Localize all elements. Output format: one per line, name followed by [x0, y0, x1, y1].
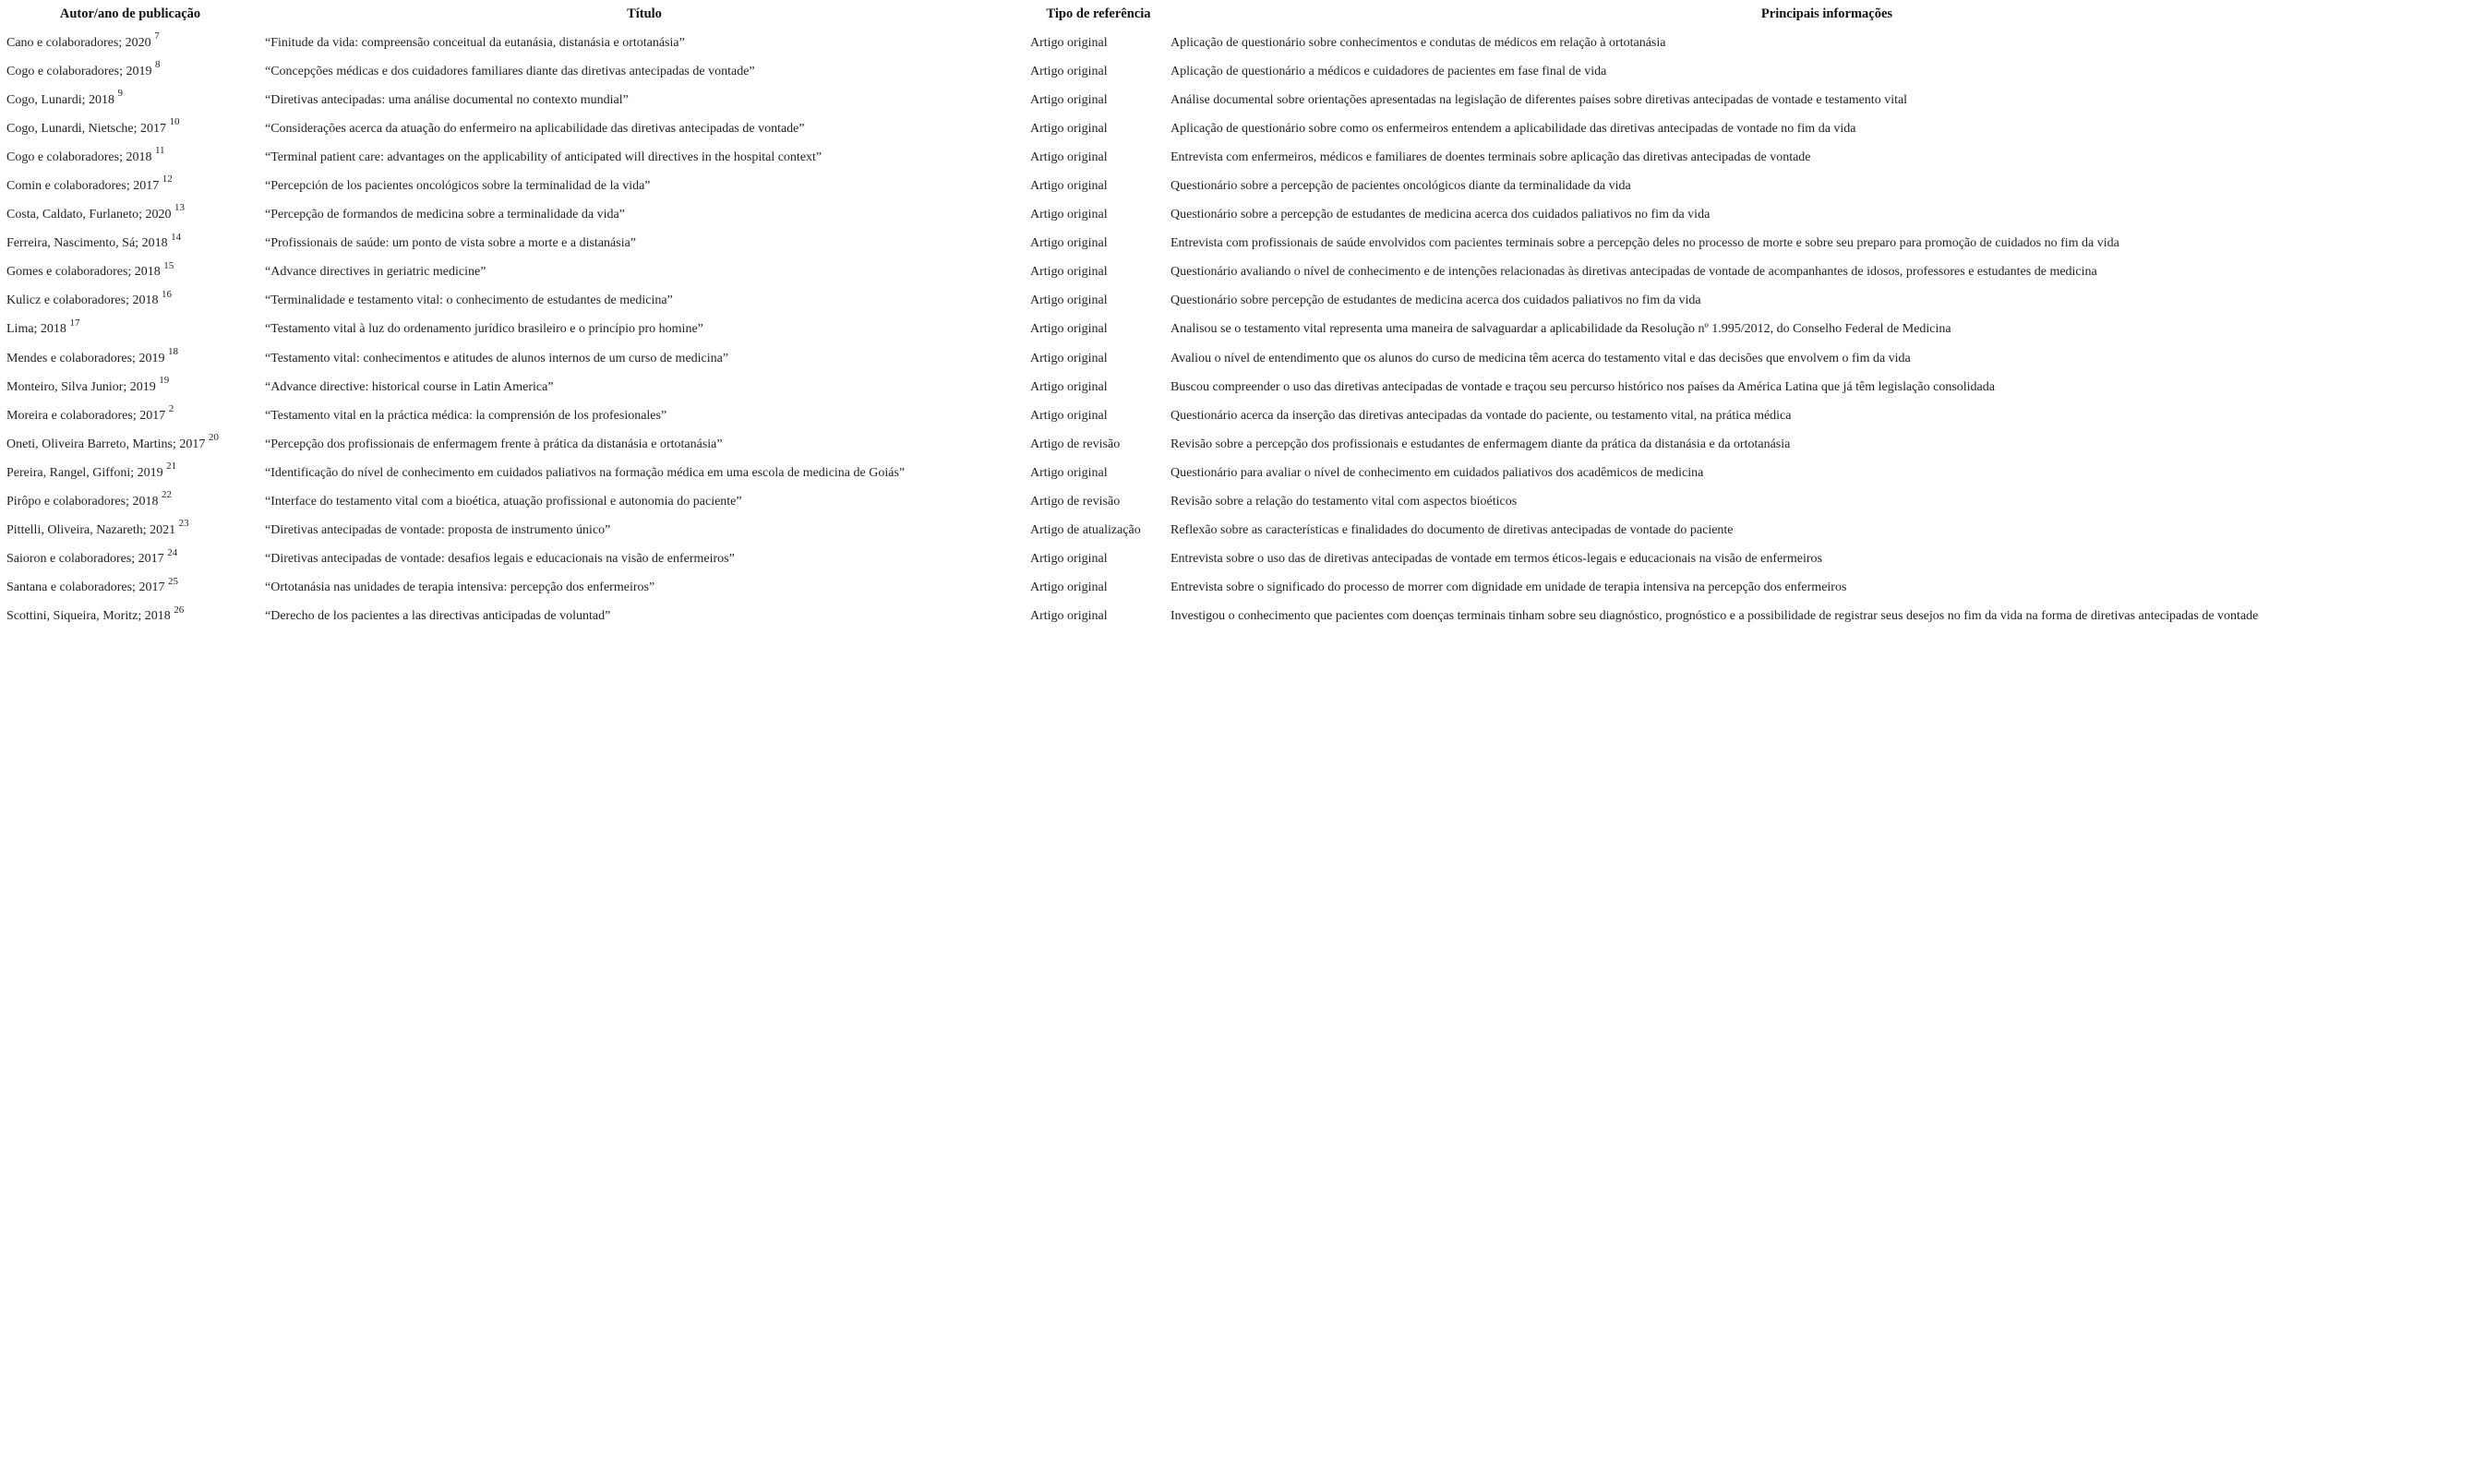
table-row	[0, 488, 2485, 517]
table-row	[0, 373, 2485, 401]
reference-number: 18	[167, 345, 178, 357]
cell-autor	[0, 287, 260, 316]
cell-tipo: Artigo de revisão	[1030, 437, 1121, 451]
autor-text: Comin e colaboradores; 2017	[6, 179, 160, 194]
cell-titulo: “Terminal patient care: advantages on the applicability of anticipated will directives in the hospital context”	[265, 150, 822, 164]
autor-text: Oneti, Oliveira Barreto, Martins; 2017	[6, 437, 206, 451]
reference-number: 23	[178, 518, 189, 530]
cell-tipo: Artigo original	[1030, 150, 1108, 164]
cell-info: Aplicação de questionário sobre como os enfermeiros entendem a aplicabilidade das diretivas antecipadas de vontade no fim da vida	[1170, 121, 1856, 136]
cell-titulo: “Terminalidade e testamento vital: o conhecimento de estudantes de medicina”	[265, 293, 673, 308]
cell-tipo: Artigo original	[1030, 236, 1108, 251]
autor-text: Costa, Caldato, Furlaneto; 2020	[6, 208, 172, 222]
cell-titulo: “Interface do testamento vital com a bioética, atuação profissional e autonomia do paciente”	[265, 495, 742, 509]
table-row	[0, 143, 2485, 172]
cell-tipo: Artigo original	[1030, 379, 1108, 394]
autor-text: Lima; 2018	[6, 322, 66, 337]
cell-titulo: “Diretivas antecipadas: uma análise documental no contexto mundial”	[265, 92, 629, 107]
autor-text: Cogo, Lunardi; 2018	[6, 92, 115, 107]
cell-titulo: “Finitude da vida: compreensão conceitual da eutanásia, distanásia e ortotanásia”	[265, 35, 685, 50]
cell-autor	[0, 401, 260, 430]
cell-autor	[0, 603, 260, 631]
cell-tipo: Artigo original	[1030, 609, 1108, 624]
cell-titulo: “Percepção dos profissionais de enfermagem frente à prática da distanásia e ortotanásia”	[265, 437, 723, 451]
autor-text: Santana e colaboradores; 2017	[6, 580, 165, 595]
cell-info: Avaliou o nível de entendimento que os alunos do curso de medicina têm acerca do testamento vital e das decisões que envolvem o fim da vida	[1170, 351, 1911, 365]
reference-number: 25	[167, 575, 178, 587]
table-row	[0, 459, 2485, 487]
autor-text: Kulicz e colaboradores; 2018	[6, 293, 159, 308]
reference-number: 22	[161, 489, 172, 501]
table-row	[0, 86, 2485, 114]
cell-tipo: Artigo original	[1030, 322, 1108, 337]
cell-autor	[0, 29, 260, 57]
table-row	[0, 545, 2485, 574]
cell-titulo: “Percepção de formandos de medicina sobre a terminalidade da vida”	[265, 208, 625, 222]
autor-text: Cogo e colaboradores; 2018	[6, 150, 152, 164]
autor-text: Scottini, Siqueira, Moritz; 2018	[6, 609, 171, 624]
reference-number: 8	[154, 58, 161, 70]
table-row	[0, 517, 2485, 545]
cell-info: Aplicação de questionário sobre conhecimentos e condutas de médicos em relação à ortotanásia	[1170, 35, 1666, 50]
cell-tipo: Artigo original	[1030, 208, 1108, 222]
reference-number: 24	[167, 546, 178, 558]
autor-text: Cano e colaboradores; 2020	[6, 35, 151, 50]
reference-number: 10	[169, 116, 180, 128]
cell-autor	[0, 258, 260, 287]
reference-number: 21	[166, 461, 177, 473]
reference-number: 15	[163, 259, 174, 271]
cell-info: Reflexão sobre as características e finalidades do documento de diretivas antecipadas de vontade do paciente	[1170, 523, 1734, 538]
references-table	[0, 0, 2485, 631]
cell-info: Entrevista com enfermeiros, médicos e familiares de doentes terminais sobre aplicação das diretivas antecipadas de vontade	[1170, 150, 1811, 164]
cell-titulo: “Testamento vital: conhecimentos e atitudes de alunos internos de um curso de medicina”	[265, 351, 729, 365]
table-row	[0, 316, 2485, 344]
autor-text: Moreira e colaboradores; 2017	[6, 408, 166, 423]
reference-number: 13	[174, 202, 185, 214]
cell-titulo: “Identificação do nível de conhecimento em cuidados paliativos na formação médica em uma escola de medicina de Goiás”	[265, 465, 906, 480]
cell-info: Questionário sobre a percepção de estudantes de medicina acerca dos cuidados paliativos no fim da vida	[1170, 208, 1711, 222]
autor-text: Ferreira, Nascimento, Sá; 2018	[6, 236, 168, 251]
cell-tipo: Artigo original	[1030, 552, 1108, 567]
cell-info: Buscou compreender o uso das diretivas antecipadas de vontade e traçou seu percurso histórico nos países da América Latina que já têm legislação consolidada	[1170, 379, 1995, 394]
cell-autor	[0, 86, 260, 114]
reference-number: 17	[69, 317, 80, 329]
cell-autor	[0, 201, 260, 230]
cell-info: Análise documental sobre orientações apresentadas na legislação de diferentes países sobre diretivas antecipadas de vontade e testamento vital	[1170, 92, 1908, 107]
cell-info: Analisou se o testamento vital representa uma maneira de salvaguardar a aplicabilidade da Resolução nº 1.995/2012, do Conselho Federal de Medicina	[1170, 322, 1951, 337]
cell-titulo: “Percepción de los pacientes oncológicos sobre la terminalidad de la vida”	[265, 179, 651, 194]
autor-text: Mendes e colaboradores; 2019	[6, 351, 165, 365]
cell-titulo: “Ortotanásia nas unidades de terapia intensiva: percepção dos enfermeiros”	[265, 580, 655, 595]
reference-number: 9	[117, 88, 124, 100]
table-row	[0, 287, 2485, 316]
cell-autor	[0, 488, 260, 517]
cell-info: Questionário acerca da inserção das diretivas antecipadas da vontade do paciente, ou testamento vital, na prática médica	[1170, 408, 1792, 423]
reference-number: 11	[154, 145, 165, 157]
autor-text: Saioron e colaboradores; 2017	[6, 552, 164, 567]
table-row	[0, 603, 2485, 631]
cell-tipo: Artigo de atualização	[1030, 523, 1141, 538]
reference-number: 19	[159, 375, 170, 387]
cell-info: Investigou o conhecimento que pacientes com doenças terminais tinham sobre seu diagnóstico, prognóstico e a possibilidade de registrar seus desejos no fim da vida na forma de diretivas antecipadas de vontade	[1170, 609, 2259, 624]
cell-tipo: Artigo original	[1030, 293, 1108, 308]
cell-titulo: “Derecho de los pacientes a las directivas anticipadas de voluntad”	[265, 609, 611, 624]
cell-autor	[0, 57, 260, 86]
cell-tipo: Artigo original	[1030, 35, 1108, 50]
cell-autor	[0, 114, 260, 143]
reference-number: 2	[168, 403, 174, 415]
cell-tipo: Artigo original	[1030, 580, 1108, 595]
table-body	[0, 29, 2485, 631]
cell-titulo: “Diretivas antecipadas de vontade: desafios legais e educacionais na visão de enfermeiros”	[265, 552, 735, 567]
cell-tipo: Artigo original	[1030, 408, 1108, 423]
cell-autor	[0, 316, 260, 344]
autor-text: Pereira, Rangel, Giffoni; 2019	[6, 465, 163, 480]
table-row	[0, 201, 2485, 230]
table-row	[0, 57, 2485, 86]
cell-info: Entrevista sobre o uso das de diretivas antecipadas de vontade em termos éticos-legais e educacionais na visão de enfermeiros	[1170, 552, 1822, 567]
cell-info: Questionário sobre percepção de estudantes de medicina acerca dos cuidados paliativos no fim da vida	[1170, 293, 1701, 308]
cell-autor	[0, 143, 260, 172]
header-row	[0, 0, 2485, 29]
cell-tipo: Artigo original	[1030, 465, 1108, 480]
table-row	[0, 344, 2485, 373]
reference-number: 16	[161, 288, 172, 300]
reference-number: 26	[174, 604, 185, 616]
cell-autor	[0, 545, 260, 574]
cell-tipo: Artigo original	[1030, 265, 1108, 280]
autor-text: Pirôpo e colaboradores; 2018	[6, 495, 159, 509]
cell-info: Aplicação de questionário a médicos e cuidadores de pacientes em fase final de vida	[1170, 64, 1607, 78]
cell-info: Revisão sobre a percepção dos profissionais e estudantes de enfermagem diante da prática da distanásia e da ortotanásia	[1170, 437, 1791, 451]
cell-autor	[0, 344, 260, 373]
cell-autor	[0, 459, 260, 487]
cell-titulo: “Advance directive: historical course in Latin America”	[265, 379, 554, 394]
cell-autor	[0, 574, 260, 603]
autor-text: Monteiro, Silva Junior; 2019	[6, 379, 156, 394]
cell-autor	[0, 373, 260, 401]
cell-tipo: Artigo original	[1030, 179, 1108, 194]
cell-titulo: “Testamento vital en la práctica médica: la comprensión de los profesionales”	[265, 408, 667, 423]
cell-tipo: Artigo original	[1030, 92, 1108, 107]
cell-info: Entrevista com profissionais de saúde envolvidos com pacientes terminais sobre a percepção deles no processo de morte e sobre seu preparo para promoção de cuidados no fim da vida	[1170, 236, 2119, 251]
cell-info: Questionário avaliando o nível de conhecimento e de intenções relacionadas às diretivas antecipadas de vontade de acompanhantes de idosos, professores e estudantes de medicina	[1170, 265, 2097, 280]
cell-tipo: Artigo original	[1030, 121, 1108, 136]
cell-info: Revisão sobre a relação do testamento vital com aspectos bioéticos	[1170, 495, 1518, 509]
table-row	[0, 114, 2485, 143]
cell-titulo: “Diretivas antecipadas de vontade: proposta de instrumento único”	[265, 523, 611, 538]
cell-info: Entrevista sobre o significado do processo de morrer com dignidade em unidade de terapia intensiva na percepção dos enfermeiros	[1170, 580, 1847, 595]
cell-titulo: “Testamento vital à luz do ordenamento jurídico brasileiro e o princípio pro homine”	[265, 322, 703, 337]
table-row	[0, 258, 2485, 287]
reference-number: 7	[154, 30, 160, 42]
cell-info: Questionário sobre a percepção de pacientes oncológicos diante da terminalidade da vida	[1170, 179, 1631, 194]
autor-text: Cogo, Lunardi, Nietsche; 2017	[6, 121, 167, 136]
autor-text: Pittelli, Oliveira, Nazareth; 2021	[6, 523, 176, 538]
cell-tipo: Artigo original	[1030, 64, 1108, 78]
table-row	[0, 401, 2485, 430]
cell-autor	[0, 517, 260, 545]
header-info: Principais informações	[1760, 6, 1893, 21]
cell-titulo: “Advance directives in geriatric medicine”	[265, 265, 486, 280]
header-titulo: Título	[627, 6, 662, 21]
autor-text: Gomes e colaboradores; 2018	[6, 265, 161, 280]
cell-titulo: “Profissionais de saúde: um ponto de vista sobre a morte e a distanásia”	[265, 236, 637, 251]
table-row	[0, 430, 2485, 459]
cell-info: Questionário para avaliar o nível de conhecimento em cuidados paliativos dos acadêmicos de medicina	[1170, 465, 1704, 480]
cell-autor	[0, 172, 260, 200]
reference-number: 14	[171, 231, 182, 243]
header-autor: Autor/ano de publicação	[59, 6, 201, 21]
table-row	[0, 172, 2485, 200]
cell-titulo: “Considerações acerca da atuação do enfermeiro na aplicabilidade das diretivas antecipadas de vontade”	[265, 121, 805, 136]
cell-autor	[0, 430, 260, 459]
reference-number: 12	[162, 174, 173, 186]
table-row	[0, 230, 2485, 258]
cell-titulo: “Concepções médicas e dos cuidadores familiares diante das diretivas antecipadas de vontade”	[265, 64, 755, 78]
cell-tipo: Artigo original	[1030, 351, 1108, 365]
header-tipo: Tipo de referência	[1046, 6, 1151, 21]
autor-text: Cogo e colaboradores; 2019	[6, 64, 152, 78]
table-row	[0, 29, 2485, 57]
table-row	[0, 574, 2485, 603]
cell-tipo: Artigo de revisão	[1030, 495, 1121, 509]
reference-number: 20	[208, 432, 219, 444]
cell-autor	[0, 230, 260, 258]
